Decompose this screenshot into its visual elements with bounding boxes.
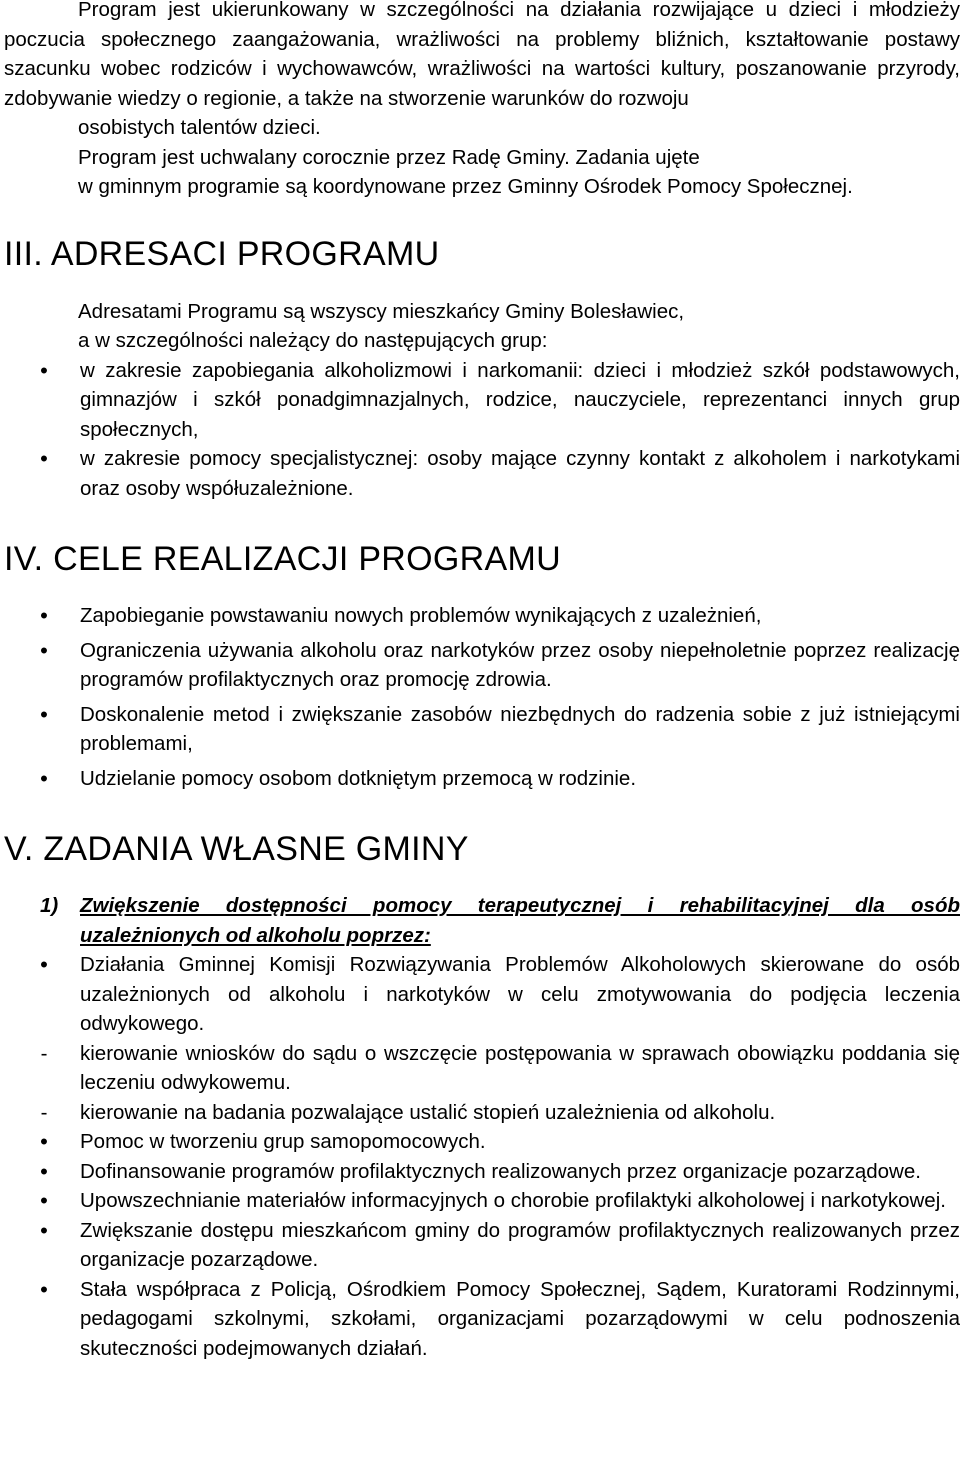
list-item bbox=[4, 764, 960, 794]
section-3-list bbox=[4, 356, 960, 504]
dash-icon bbox=[34, 1039, 54, 1069]
list-item bbox=[4, 1127, 960, 1157]
intro-paragraph-2 bbox=[4, 143, 960, 202]
list-item-text: w zakresie zapobiegania alkoholizmowi i narkomanii: dzieci i młodzież szkół podstawowych, gimnazjów i szkół ponadgimnazjalnych, rodzice, nauczyciele, reprezentanci innych grup społecznych, bbox=[80, 358, 960, 441]
list-item-text: Udzielanie pomocy osobom dotkniętym przemocą w rodzinie. bbox=[80, 766, 637, 790]
list-item-text: kierowanie wniosków do sądu o wszczęcie postępowania w sprawach obowiązku poddania się leczeniu odwykowemu. bbox=[80, 1041, 960, 1094]
bullet-icon bbox=[34, 636, 54, 667]
list-item bbox=[4, 636, 960, 695]
list-item-text: Pomoc w tworzeniu grup samopomocowych. bbox=[80, 1130, 486, 1153]
bullet-icon bbox=[34, 356, 54, 387]
list-item bbox=[4, 1157, 960, 1187]
bullet-icon bbox=[34, 601, 54, 632]
bullet-icon bbox=[34, 1186, 54, 1217]
list-item bbox=[4, 356, 960, 445]
list-item-text: Działania Gminnej Komisji Rozwiązywania Problemów Alkoholowych skierowane do osób uzależnionych od alkoholu i narkotyków w celu zmotywowania do podjęcia leczenia odwykowego. bbox=[80, 953, 960, 1035]
list-item-text: w zakresie pomocy specjalistycznej: osoby mające czynny kontakt z alkoholem i narkotykami oraz osoby współuzależnione. bbox=[80, 447, 960, 500]
list-item-text: Stała współpraca z Policją, Ośrodkiem Pomocy Społecznej, Sądem, Kuratorami Rodzinnymi, pedagogami szkolnymi, szkołami, organizacjami pozarządowymi w celu podnoszenia skuteczności podejmowanych działań. bbox=[80, 1277, 960, 1360]
list-item-text: kierowanie na badania pozwalające ustalić stopień uzależnienia od alkoholu. bbox=[80, 1100, 776, 1124]
list-item-text: Ograniczenia używania alkoholu oraz narkotyków przez osoby niepełnoletnie poprzez realizację programów profilaktycznych oraz promocję zdrowia. bbox=[80, 638, 960, 691]
bullet-icon bbox=[34, 950, 54, 981]
list-item-text: Zwiększanie dostępu mieszkańcom gminy do programów profilaktycznych realizowanych przez organizacje pozarządowe. bbox=[80, 1218, 960, 1271]
list-item bbox=[4, 1039, 960, 1098]
list-item bbox=[4, 444, 960, 503]
section-4-list bbox=[4, 601, 960, 793]
section-3-intro-text: Adresatami Programu są wszyscy mieszkańcy Gminy Bolesławiec, bbox=[78, 299, 685, 323]
section-3-intro bbox=[4, 297, 960, 356]
section-3-intro-last-line: a w szczególności należący do następujących grup: bbox=[78, 329, 548, 352]
list-item bbox=[4, 601, 960, 631]
list-item-text: Dofinansowanie programów profilaktycznych realizowanych przez organizacje pozarządowe. bbox=[80, 1159, 921, 1183]
list-item bbox=[4, 1275, 960, 1364]
list-item-text: Upowszechnianie materiałów informacyjnych o chorobie profilaktyki alkoholowej i narkotykowej. bbox=[80, 1189, 946, 1212]
bullet-icon bbox=[34, 1127, 54, 1158]
list-item-text: Doskonalenie metod i zwiększanie zasobów niezbędnych do radzenia sobie z już istniejącymi problemami, bbox=[80, 702, 960, 755]
task-1-heading bbox=[4, 891, 960, 950]
dash-icon bbox=[34, 1098, 54, 1128]
list-item bbox=[4, 950, 960, 1039]
section-5-list bbox=[4, 950, 960, 1363]
intro-paragraph-2-last-line: w gminnym programie są koordynowane przez Gminny Ośrodek Pomocy Społecznej. bbox=[78, 175, 853, 198]
list-item bbox=[4, 1186, 960, 1216]
intro-paragraph-2-text: Program jest uchwalany corocznie przez Radę Gminy. Zadania ujęte bbox=[78, 145, 700, 169]
intro-paragraph-1-text: Program jest ukierunkowany w szczególności na działania rozwijające u dzieci i młodzieży poczucia społecznego zaangażowania, wrażliwości na problemy bliźnich, kształtowanie postawy szacunku wobec rodziców i wychowawców, wrażliwości na wartości kultury, poszanowanie przyrody, zdobywanie wiedzy o regionie, a także na stworzenie warunków do rozwoju bbox=[4, 0, 960, 110]
list-item bbox=[4, 1098, 960, 1128]
section-4-heading: IV. CELE REALIZACJI PROGRAMU bbox=[4, 540, 561, 578]
bullet-icon bbox=[34, 764, 54, 795]
list-item bbox=[4, 700, 960, 759]
bullet-icon bbox=[34, 1157, 54, 1188]
bullet-icon bbox=[34, 1216, 54, 1247]
bullet-icon bbox=[34, 444, 54, 475]
intro-paragraph-1 bbox=[4, 0, 960, 143]
document-page bbox=[4, 0, 960, 1363]
bullet-icon bbox=[34, 700, 54, 731]
list-item bbox=[4, 1216, 960, 1275]
bullet-icon bbox=[34, 1275, 54, 1306]
task-1-number: 1) bbox=[40, 894, 59, 917]
task-1-title: Zwiększenie dostępności pomocy terapeutycznej i rehabilitacyjnej dla osób uzależnionych od alkoholu poprzez: bbox=[80, 894, 960, 947]
section-5-heading: V. ZADANIA WŁASNE GMINY bbox=[4, 830, 469, 868]
section-3-heading: III. ADRESACI PROGRAMU bbox=[4, 234, 440, 273]
list-item-text: Zapobieganie powstawaniu nowych problemów wynikających z uzależnień, bbox=[80, 604, 762, 627]
intro-paragraph-1-last-line: osobistych talentów dzieci. bbox=[78, 116, 321, 139]
